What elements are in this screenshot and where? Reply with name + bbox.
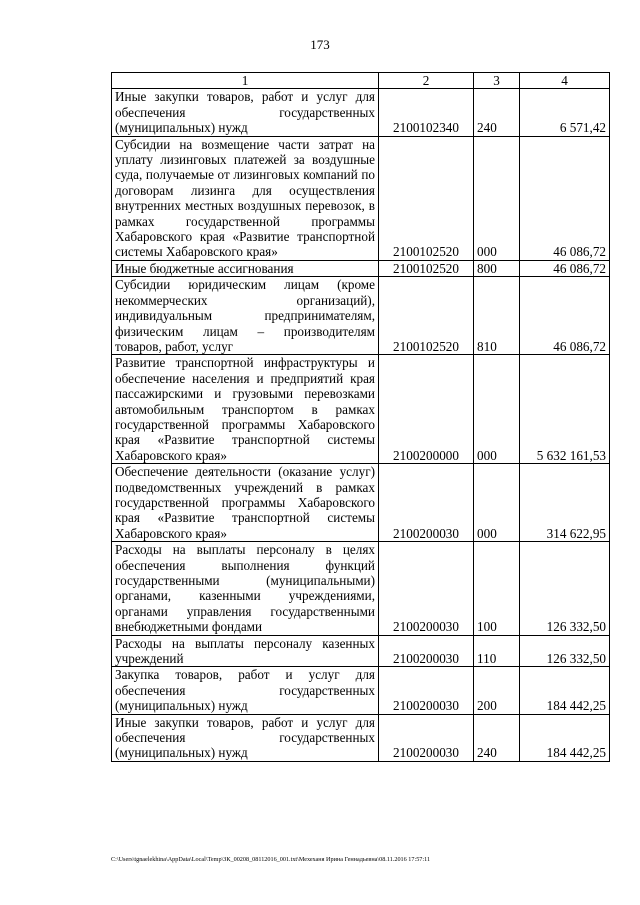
- row-expense-type: 000: [474, 136, 520, 260]
- row-expense-type: 810: [474, 277, 520, 355]
- page-number: 173: [310, 37, 330, 52]
- table-row: [112, 260, 610, 276]
- table-row: [112, 136, 610, 260]
- row-expense-type: 240: [474, 89, 520, 136]
- row-target-code: 2100102520: [379, 136, 474, 260]
- row-expense-type: 100: [474, 542, 520, 635]
- table-row: [112, 635, 610, 667]
- row-target-code: 2100200030: [379, 464, 474, 542]
- table-row: [112, 277, 610, 355]
- table-row: [112, 355, 610, 464]
- table-header-row: [112, 73, 610, 89]
- row-target-code: 2100102520: [379, 260, 474, 276]
- row-target-code: 2100102520: [379, 277, 474, 355]
- row-expense-type: 800: [474, 260, 520, 276]
- column-header-1: 1: [112, 73, 379, 89]
- row-description: Закупка товаров, работ и услуг для обеспечения государственных (муниципальных) нужд: [112, 667, 379, 714]
- row-target-code: 2100200030: [379, 714, 474, 761]
- budget-table: [111, 72, 610, 762]
- row-target-code: 2100200030: [379, 542, 474, 635]
- row-target-code: 2100200030: [379, 667, 474, 714]
- row-amount: 126 332,50: [520, 635, 610, 667]
- table-row: [112, 714, 610, 761]
- row-amount: 6 571,42: [520, 89, 610, 136]
- column-header-2: 2: [379, 73, 474, 89]
- table-row: [112, 667, 610, 714]
- row-description: Иные закупки товаров, работ и услуг для обеспечения государственных (муниципальных) нужд: [112, 89, 379, 136]
- row-target-code: 2100102340: [379, 89, 474, 136]
- row-expense-type: 110: [474, 635, 520, 667]
- row-expense-type: 240: [474, 714, 520, 761]
- row-expense-type: 000: [474, 464, 520, 542]
- row-description: Иные бюджетные ассигнования: [112, 260, 379, 276]
- row-expense-type: 200: [474, 667, 520, 714]
- file-path-footer: C:\Users\tgnaelekhina\AppData\Local\Temp\ЗК_00208_08112016_001.txt\Мехеханя Ирина Геннадьевна\08.11.2016 17:57:11: [111, 856, 431, 863]
- row-description: Развитие транспортной инфраструктуры и обеспечение населения и предприятий края пассажирскими и грузовыми перевозками автомобильным транспортом в рамках государственной программы Хабаровского края «Развитие транспортной системы Хабаровского края»: [112, 355, 379, 464]
- row-amount: 184 442,25: [520, 667, 610, 714]
- row-amount: 184 442,25: [520, 714, 610, 761]
- row-target-code: 2100200030: [379, 635, 474, 667]
- row-description: Субсидии юридическим лицам (кроме некоммерческих организаций), индивидуальным предпринимателям, физическим лицам – производителям товаров, работ, услуг: [112, 277, 379, 355]
- table-row: [112, 89, 610, 136]
- row-amount: 5 632 161,53: [520, 355, 610, 464]
- row-amount: 126 332,50: [520, 542, 610, 635]
- row-description: Иные закупки товаров, работ и услуг для обеспечения государственных (муниципальных) нужд: [112, 714, 379, 761]
- table-row: [112, 542, 610, 635]
- row-description: Субсидии на возмещение части затрат на уплату лизинговых платежей за воздушные суда, получаемые от лизинговых компаний по договорам лизинга для осуществления внутренних местных воздушных перевозок, в рамках государственной программы Хабаровского края «Развитие транспортной системы Хабаровского края»: [112, 136, 379, 260]
- row-description: Расходы на выплаты персоналу казенных учреждений: [112, 635, 379, 667]
- row-amount: 46 086,72: [520, 136, 610, 260]
- column-header-4: 4: [520, 73, 610, 89]
- row-amount: 314 622,95: [520, 464, 610, 542]
- row-expense-type: 000: [474, 355, 520, 464]
- row-description: Обеспечение деятельности (оказание услуг) подведомственных учреждений в рамках государственной программы Хабаровского края «Развитие транспортной системы Хабаровского края»: [112, 464, 379, 542]
- row-amount: 46 086,72: [520, 277, 610, 355]
- row-target-code: 2100200000: [379, 355, 474, 464]
- table-row: [112, 464, 610, 542]
- column-header-3: 3: [474, 73, 520, 89]
- row-amount: 46 086,72: [520, 260, 610, 276]
- row-description: Расходы на выплаты персоналу в целях обеспечения выполнения функций государственными (муниципальными) органами, казенными учреждениями, органами управления государственными внебюджетными фондами: [112, 542, 379, 635]
